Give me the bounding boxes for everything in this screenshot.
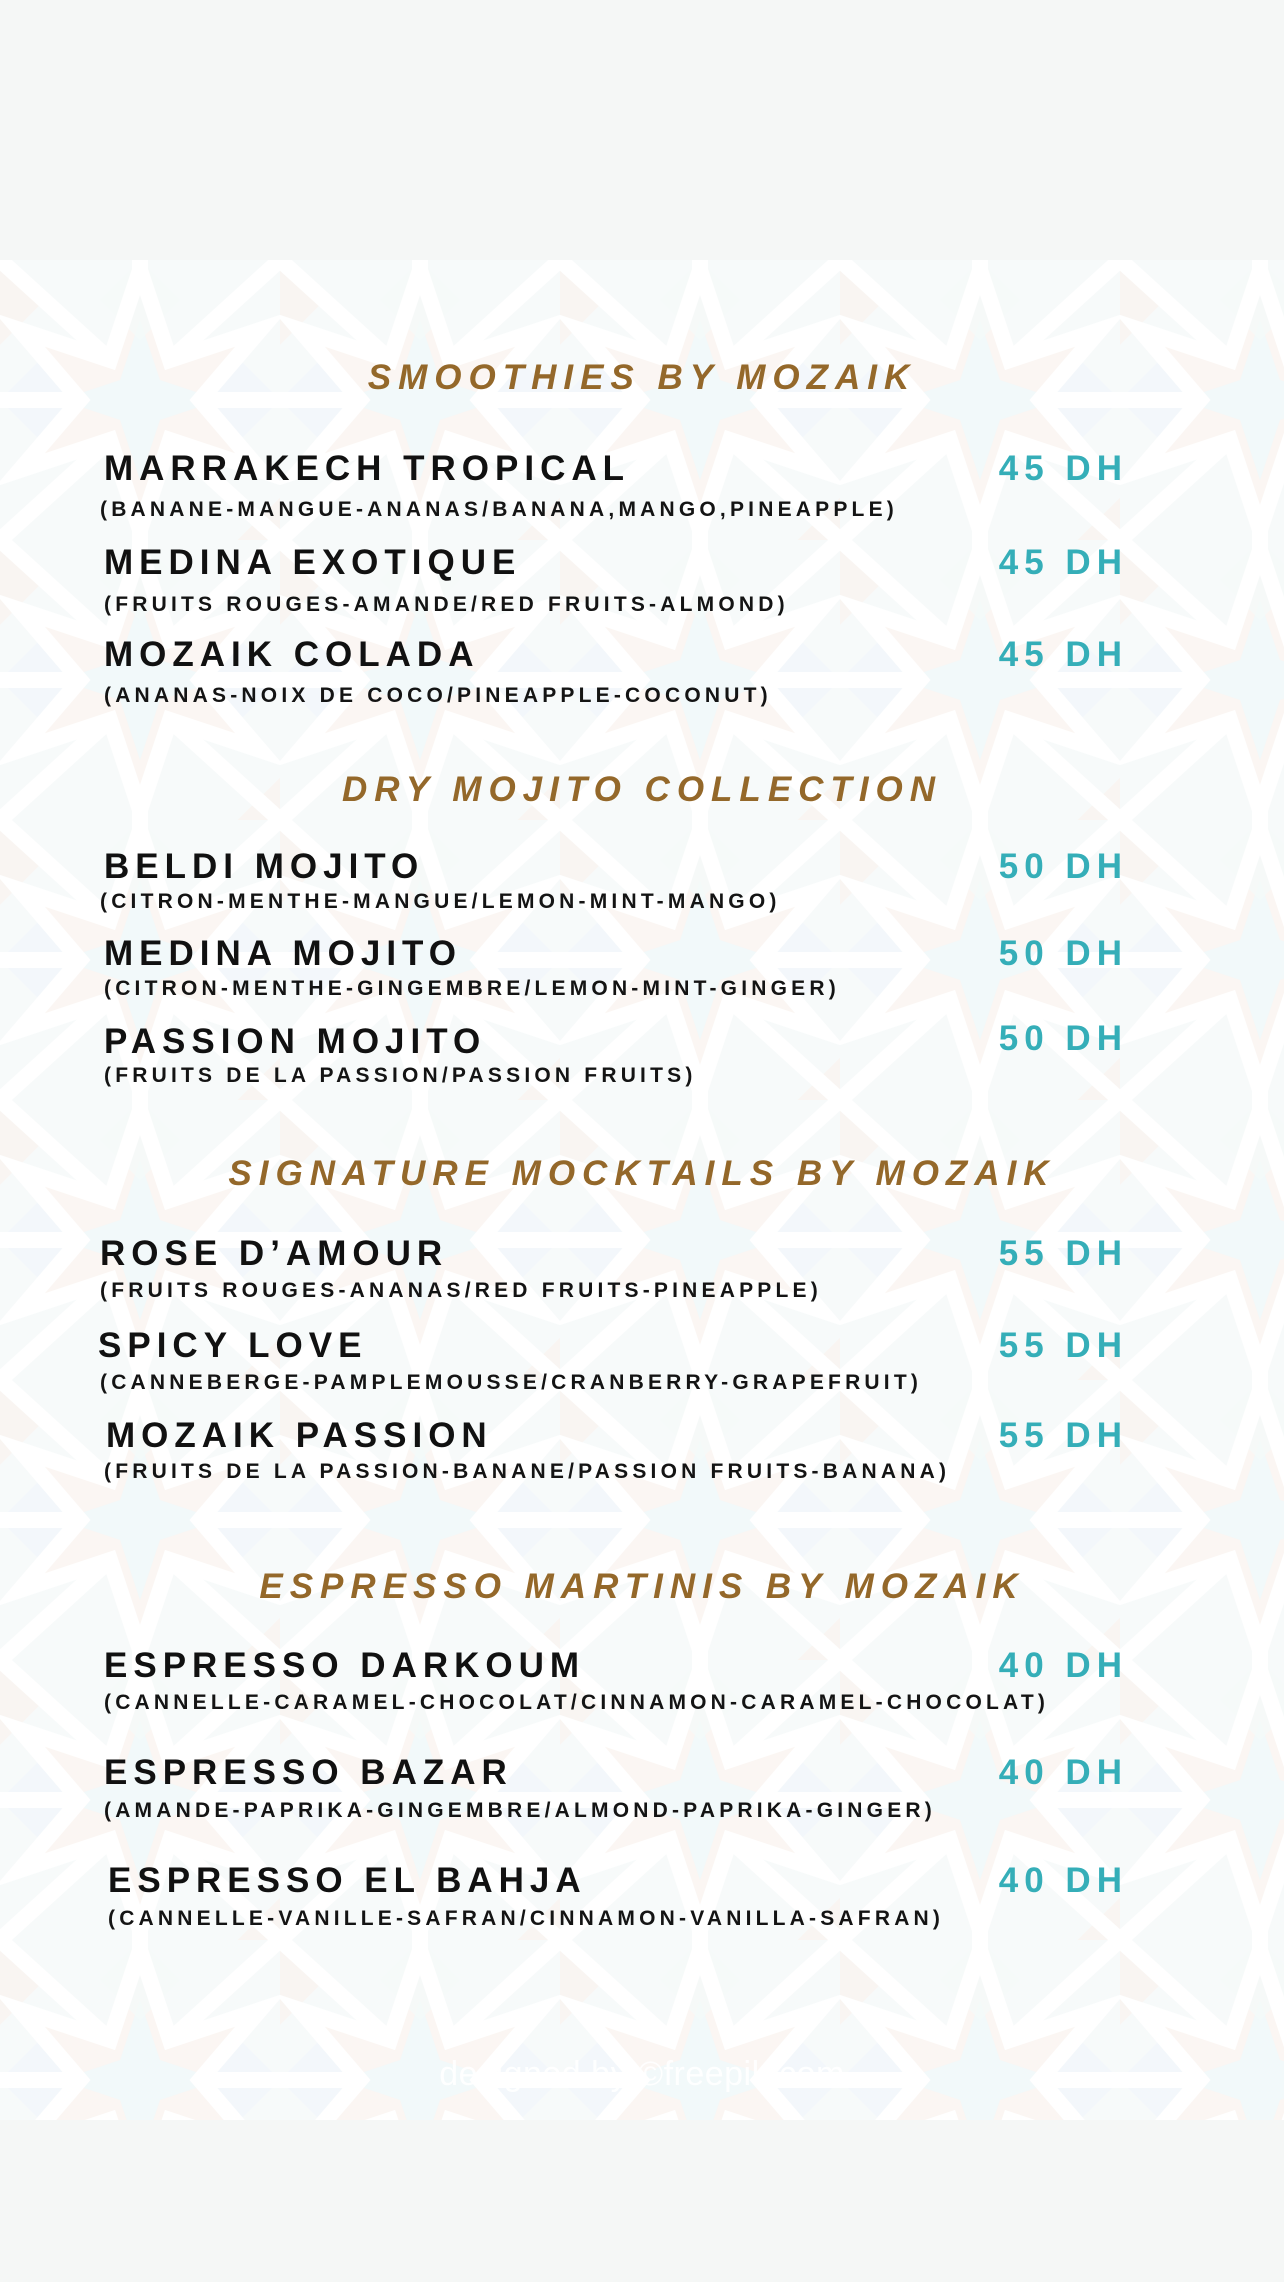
section-title-smoothies: SMOOTHIES BY MOZAIK	[367, 358, 917, 397]
item-description: (FRUITS DE LA PASSION-BANANE/PASSION FRUITS-BANANA)	[104, 1460, 951, 1483]
item-price: 55 DH	[998, 1326, 1128, 1365]
item-name: ESPRESSO BAZAR	[104, 1753, 513, 1792]
item-description: (FRUITS ROUGES-ANANAS/RED FRUITS-PINEAPPLE)	[100, 1279, 822, 1302]
item-name: MOZAIK COLADA	[104, 635, 480, 674]
item-name: MOZAIK PASSION	[106, 1416, 493, 1455]
item-price: 55 DH	[998, 1416, 1128, 1455]
menu-content	[0, 260, 1284, 2120]
item-name: MEDINA EXOTIQUE	[104, 543, 522, 582]
item-price: 40 DH	[998, 1646, 1128, 1685]
item-price: 40 DH	[998, 1753, 1128, 1792]
item-price: 50 DH	[998, 847, 1128, 886]
item-price: 55 DH	[998, 1234, 1128, 1273]
item-price: 50 DH	[998, 934, 1128, 973]
item-name: ESPRESSO DARKOUM	[104, 1646, 586, 1685]
item-name: BELDI MOJITO	[104, 847, 425, 886]
item-description: (FRUITS ROUGES-AMANDE/RED FRUITS-ALMOND)	[104, 593, 789, 616]
item-description: (BANANE-MANGUE-ANANAS/BANANA,MANGO,PINEAPPLE)	[100, 498, 898, 521]
item-description: (ANANAS-NOIX DE COCO/PINEAPPLE-COCONUT)	[104, 684, 772, 707]
item-name: SPICY LOVE	[98, 1326, 368, 1365]
item-name: MEDINA MOJITO	[104, 934, 463, 973]
item-name: ESPRESSO EL BAHJA	[108, 1861, 587, 1900]
item-price: 40 DH	[998, 1861, 1128, 1900]
item-description: (CANNEBERGE-PAMPLEMOUSSE/CRANBERRY-GRAPEFRUIT)	[100, 1371, 923, 1394]
section-title-signature-mocktails: SIGNATURE MOCKTAILS BY MOZAIK	[228, 1154, 1056, 1193]
item-description: (CITRON-MENTHE-GINGEMBRE/LEMON-MINT-GINGER)	[104, 977, 840, 1000]
item-description: (CANNELLE-CARAMEL-CHOCOLAT/CINNAMON-CARAMEL-CHOCOLAT)	[104, 1691, 1050, 1714]
section-title-espresso-martinis: ESPRESSO MARTINIS BY MOZAIK	[259, 1567, 1025, 1606]
item-description: (CITRON-MENTHE-MANGUE/LEMON-MINT-MANGO)	[100, 890, 781, 913]
item-price: 50 DH	[998, 1019, 1128, 1058]
item-price: 45 DH	[998, 449, 1128, 488]
item-description: (CANNELLE-VANILLE-SAFRAN/CINNAMON-VANILLA-SAFRAN)	[108, 1907, 945, 1930]
item-name: MARRAKECH TROPICAL	[104, 449, 631, 488]
section-title-dry-mojito: DRY MOJITO COLLECTION	[341, 770, 943, 809]
item-description: (FRUITS DE LA PASSION/PASSION FRUITS)	[104, 1064, 697, 1087]
item-price: 45 DH	[998, 543, 1128, 582]
menu-sheet	[0, 260, 1284, 2120]
item-name: PASSION MOJITO	[104, 1022, 487, 1061]
watermark: designed by ©freepik.com	[439, 2055, 845, 2093]
item-price: 45 DH	[998, 635, 1128, 674]
item-name: ROSE D’AMOUR	[100, 1234, 449, 1273]
item-description: (AMANDE-PAPRIKA-GINGEMBRE/ALMOND-PAPRIKA-GINGER)	[104, 1799, 936, 1822]
